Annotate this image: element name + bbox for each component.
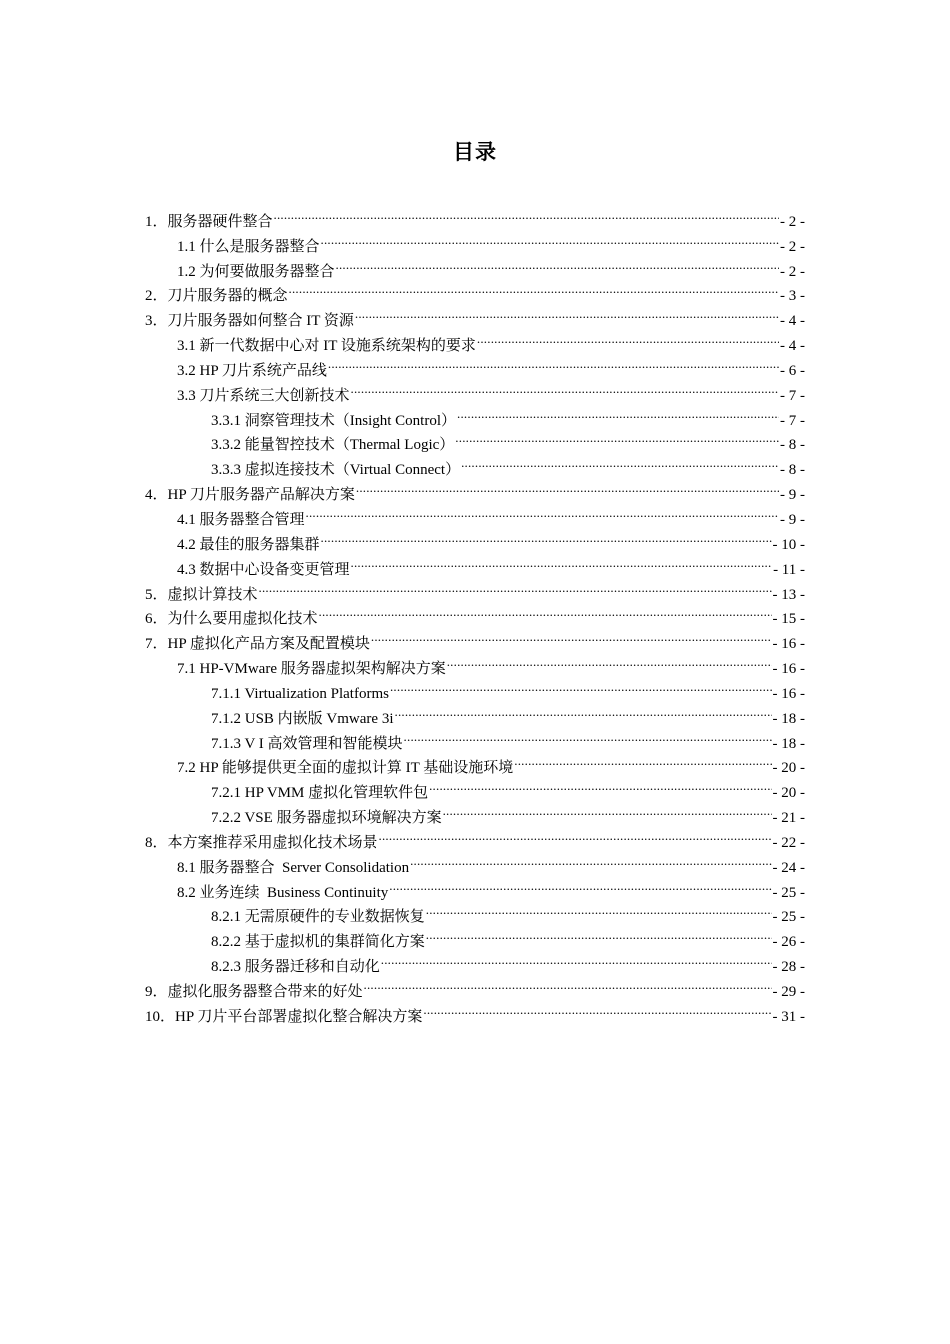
toc-dot-leader — [423, 996, 771, 1021]
toc-page-number: - 31 - — [772, 1008, 805, 1025]
toc-page-number: - 20 - — [772, 785, 805, 802]
toc-entry-title: 3.2 HP 刀片系统产品线 — [177, 362, 327, 379]
toc-page-number: - 18 - — [772, 735, 805, 752]
toc-entry-title: 1.2 为何要做服务器整合 — [177, 263, 335, 280]
toc-page-number: - 7 - — [780, 412, 805, 429]
toc-entry-title: 3.3 刀片系统三大创新技术 — [177, 387, 350, 404]
toc-page-number: - 16 - — [772, 685, 805, 702]
toc-dot-leader — [321, 524, 772, 549]
toc-dot-leader — [457, 400, 779, 425]
toc-entry-title: 6．为什么要用虚拟化技术 — [145, 611, 318, 628]
toc-dot-leader — [336, 251, 779, 276]
table-of-contents — [145, 201, 805, 1025]
toc-dot-leader — [477, 325, 779, 350]
toc-entry-title: 1.1 什么是服务器整合 — [177, 238, 320, 255]
toc-page-number: - 7 - — [780, 387, 805, 404]
toc-entry-title: 4.2 最佳的服务器集群 — [177, 536, 320, 553]
toc-dot-leader — [364, 971, 772, 996]
toc-dot-leader — [259, 574, 772, 599]
toc-dot-leader — [395, 698, 772, 723]
toc-dot-leader — [319, 599, 772, 624]
toc-dot-leader — [328, 350, 779, 375]
toc-entry-title: 3.1 新一代数据中心对 IT 设施系统架构的要求 — [177, 338, 476, 355]
toc-dot-leader — [389, 872, 771, 897]
toc-page-number: - 4 - — [780, 313, 805, 330]
toc-page-number: - 8 - — [780, 437, 805, 454]
toc-entry-title: 8.2 业务连续 Business Continuity — [177, 884, 389, 901]
toc-page-number: - 24 - — [772, 859, 805, 876]
toc-dot-leader — [426, 897, 772, 922]
toc-entry-title: 7.1.3 V I 高效管理和智能模块 — [211, 735, 403, 752]
toc-dot-leader — [351, 549, 773, 574]
toc-page-number: - 2 - — [780, 238, 805, 255]
toc-entry-title: 8．本方案推荐采用虚拟化技术场景 — [145, 834, 378, 851]
toc-entry-title: 7.1 HP-VMware 服务器虚拟架构解决方案 — [177, 661, 446, 678]
toc-page-number: - 28 - — [772, 959, 805, 976]
toc-entry-title: 7.1.2 USB 内嵌版 Vmware 3i — [211, 710, 394, 727]
toc-dot-leader — [355, 300, 779, 325]
toc-entry-title: 8.2.3 服务器迁移和自动化 — [211, 959, 380, 976]
toc-dot-leader — [274, 201, 779, 226]
toc-entry-title: 3.3.1 洞察管理技术（Insight Control） — [211, 412, 457, 429]
toc-entry-title: 4.3 数据中心设备变更管理 — [177, 561, 350, 578]
toc-dot-leader — [289, 276, 779, 301]
toc-dot-leader — [447, 648, 772, 673]
toc-page-number: - 29 - — [772, 984, 805, 1000]
toc-dot-leader — [426, 921, 772, 946]
toc-entry-title: 10．HP 刀片平台部署虚拟化整合解决方案 — [145, 1008, 423, 1025]
toc-dot-leader — [455, 425, 779, 450]
toc-entry[interactable] — [145, 201, 805, 230]
toc-dot-leader — [461, 449, 779, 474]
toc-page-number: - 16 - — [772, 636, 805, 653]
toc-page-number: - 25 - — [772, 884, 805, 901]
toc-dot-leader — [381, 946, 772, 971]
toc-page-number: - 6 - — [780, 362, 805, 379]
toc-entry-title: 3.3.2 能量智控技术（Thermal Logic） — [211, 437, 455, 454]
toc-page-number: - 2 - — [780, 213, 805, 230]
toc-dot-leader — [351, 375, 779, 400]
toc-page-number: - 3 - — [780, 288, 805, 305]
toc-page-number: - 16 - — [772, 661, 805, 678]
toc-entry-title: 4.1 服务器整合管理 — [177, 511, 305, 528]
toc-entry-title: 5．虚拟计算技术 — [145, 586, 258, 603]
toc-entry-title: 7.2.1 HP VMM 虚拟化管理软件包 — [211, 785, 429, 802]
toc-page-number: - 9 - — [780, 487, 805, 504]
toc-dot-leader — [429, 772, 771, 797]
toc-page-number: - 4 - — [780, 338, 805, 355]
toc-dot-leader — [321, 226, 779, 251]
toc-entry-title: 1．服务器硬件整合 — [145, 213, 273, 230]
toc-page-number: - 13 - — [772, 586, 805, 603]
toc-dot-leader — [404, 723, 772, 748]
toc-page-number: - 20 - — [772, 760, 805, 777]
toc-page-number: - 10 - — [772, 536, 805, 553]
toc-entry-title: 7.1.1 Virtualization Platforms — [211, 685, 389, 702]
toc-page-number: - 21 - — [772, 810, 805, 827]
toc-entry-title: 8.1 服务器整合 Server Consolidation — [177, 859, 410, 876]
toc-entry-title: 9．虚拟化服务器整合带来的好处 — [145, 984, 363, 1000]
toc-dot-leader — [390, 673, 772, 698]
toc-entry-title: 2．刀片服务器的概念 — [145, 288, 288, 305]
toc-dot-leader — [356, 474, 779, 499]
toc-page-number: - 26 - — [772, 934, 805, 951]
toc-page-number: - 2 - — [780, 263, 805, 280]
toc-page-number: - 15 - — [772, 611, 805, 628]
toc-dot-leader — [514, 748, 771, 773]
toc-dot-leader — [306, 499, 779, 524]
toc-entry-title: 7.2.2 VSE 服务器虚拟环境解决方案 — [211, 810, 442, 827]
toc-entry-title: 4．HP 刀片服务器产品解决方案 — [145, 487, 355, 504]
toc-dot-leader — [371, 623, 772, 648]
toc-entry-title: 8.2.1 无需原硬件的专业数据恢复 — [211, 909, 425, 926]
toc-entry-title: 8.2.2 基于虚拟机的集群简化方案 — [211, 934, 425, 951]
toc-page-number: - 18 - — [772, 710, 805, 727]
toc-page-number: - 25 - — [772, 909, 805, 926]
toc-entry-title: 7.2 HP 能够提供更全面的虚拟计算 IT 基础设施环境 — [177, 760, 514, 777]
toc-title: 目录 — [453, 140, 497, 164]
toc-page-number: - 9 - — [780, 511, 805, 528]
toc-dot-leader — [410, 847, 771, 872]
toc-entry-title: 3．刀片服务器如何整合 IT 资源 — [145, 313, 354, 330]
toc-page-number: - 11 - — [773, 561, 805, 578]
toc-page-number: - 8 - — [780, 462, 805, 479]
toc-entry-title: 7．HP 虚拟化产品方案及配置模块 — [145, 636, 370, 653]
toc-dot-leader — [443, 797, 772, 822]
toc-page-number: - 22 - — [772, 834, 805, 851]
toc-dot-leader — [379, 822, 772, 847]
toc-entry-title: 3.3.3 虚拟连接技术（Virtual Connect） — [211, 462, 461, 479]
